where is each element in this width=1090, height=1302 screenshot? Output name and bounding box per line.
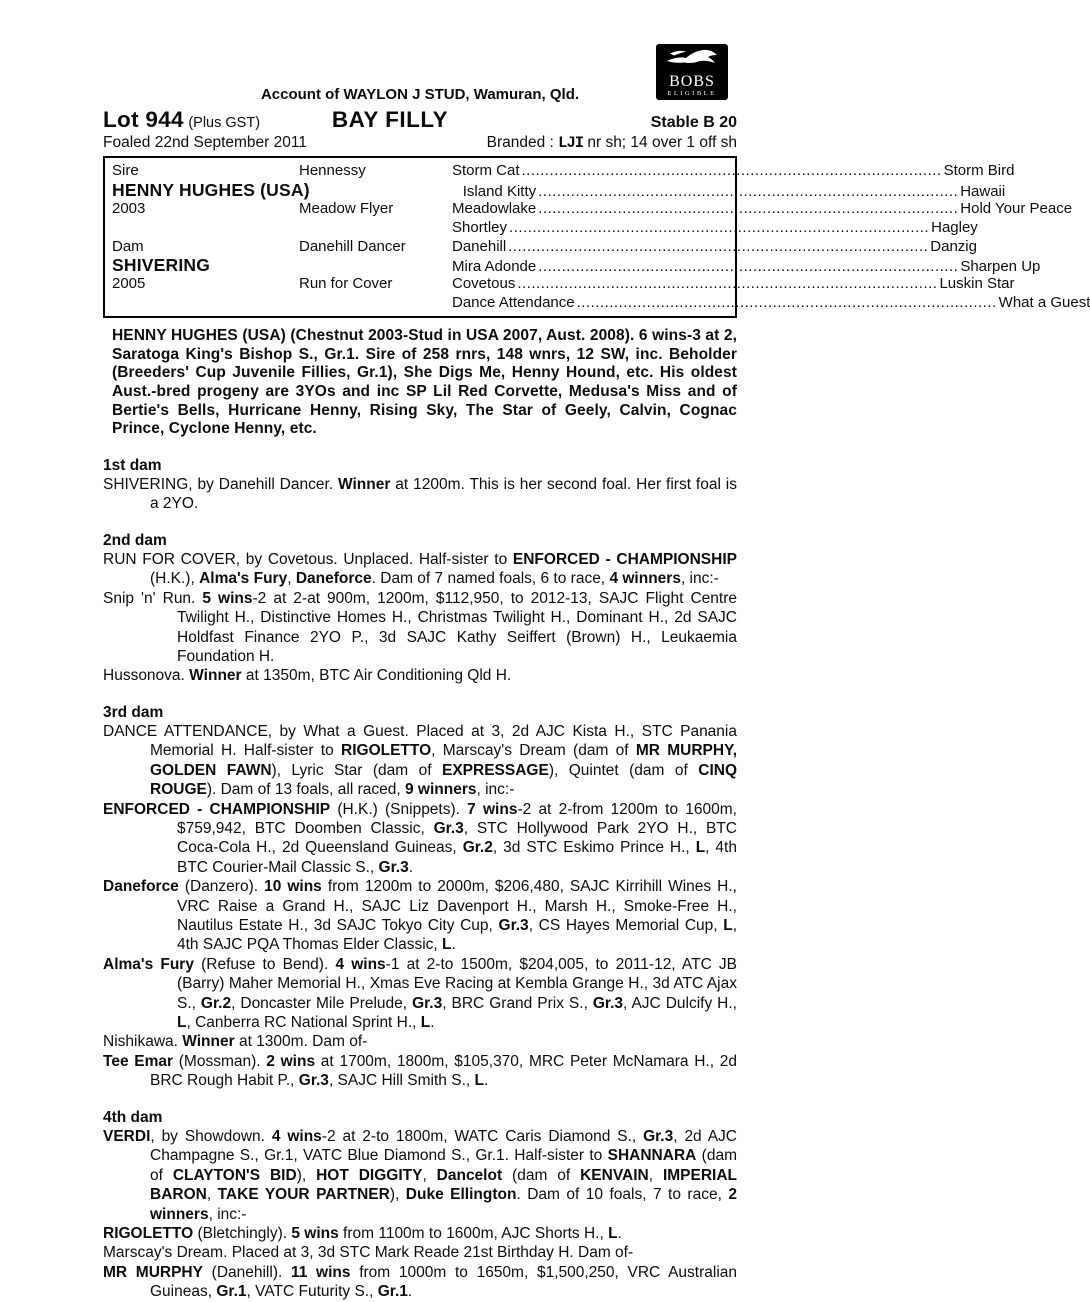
branded-label: Branded :: [486, 134, 559, 151]
bobs-logo-subtitle: ELIGIBLE: [667, 90, 717, 97]
horse-description-title: BAY FILLY: [331, 107, 449, 132]
page-content: [103, 0, 1090, 1302]
dam-entry: RUN FOR COVER, by Covetous. Unplaced. Half-sister to ENFORCED - CHAMPIONSHIP (H.K.), Alma's Fury, Daneforce. Dam of 7 named foals, 6 to race, 4 winners, inc:-: [103, 550, 737, 588]
great-grandparents: [452, 294, 1090, 313]
dam-of-sire: Meadow Flyer: [299, 199, 394, 217]
progeny-entry: RIGOLETTO (Bletchingly). 5 wins from 1100m to 1600m, AJC Shorts H., L.: [103, 1224, 622, 1242]
ancestor-sire: Hagley: [931, 218, 978, 236]
section-3rd-dam: [103, 703, 737, 1091]
ancestor-name: Island Kitty: [462, 182, 537, 200]
progeny-entry: Marscay's Dream. Placed at 3, 3d STC Mark Reade 21st Birthday H. Dam of-: [103, 1244, 634, 1262]
dam-year: 2005: [112, 275, 146, 293]
progeny-entry: Daneforce (Danzero). 10 wins from 1200m to 2000m, $206,480, SAJC Kirrihill Wines H., VRC Raise a Grand H., SAJC Liz Davenport H., Marsh H., Smoke-Free H., Nautilus Estate H., 3d SAJC Tokyo City Cup, Gr.3, CS Hayes Memorial Cup, L, 4th SAJC PQA Thomas Elder Classic, L.: [103, 878, 737, 954]
stable-number: Stable B 20: [650, 114, 737, 131]
ancestor-sire: What a Guest: [998, 294, 1090, 312]
lot-number: Lot 944: [103, 107, 184, 132]
ancestor-name: Dance Attendance: [452, 294, 575, 312]
great-grandparents: [452, 218, 978, 238]
pedigree-row: [112, 179, 1006, 200]
sire-label: Sire: [112, 162, 139, 179]
section-heading: 3rd dam: [103, 703, 164, 721]
brand-code: LJI: [558, 134, 584, 152]
great-grandparents: [452, 237, 977, 257]
brand-details: [487, 133, 737, 154]
bobs-logo-title: BOBS: [669, 73, 715, 90]
dam-label: Dam: [112, 237, 144, 255]
sire-summary-paragraph: HENNY HUGHES (USA) (Chestnut 2003-Stud in USA 2007, Aust. 2008). 6 wins-3 at 2, Saratoga King's Bishop S., Gr.1. Sire of 258 rnrs, 148 wnrs, 12 SW, inc. Beholder (Breeders' Cup Juvenile Fillies, Gr.1), She Digs Me, Henny Hound, etc. His oldest Aust.-bred progeny are 3YOs and inc SP Lil Red Corvette, Medusa's Miss and of Bertie's Bells, Hurricane Henny, Rising Sky, The Star of Geely, Calvin, Cognac Prince, Cyclone Henny, etc.: [112, 327, 737, 438]
pedigree-row: [112, 162, 1015, 181]
section-4th-dam: [103, 1108, 737, 1302]
dot-leader: [508, 238, 928, 257]
great-grandparents: [452, 199, 1073, 219]
ancestor-name: Meadowlake: [452, 199, 537, 217]
dot-leader: [522, 162, 942, 181]
sire-year: 2003: [112, 199, 146, 217]
section-heading: 4th dam: [103, 1108, 163, 1126]
progeny-entry: MR MURPHY (Danehill). 11 wins from 1000m to 1650m, $1,500,250, VRC Australian Guineas, Gr.1, VATC Futurity S., Gr.1.: [103, 1263, 738, 1301]
ancestor-name: Shortley: [452, 218, 508, 236]
progeny-entry: Hussonova. Winner at 1350m, BTC Air Conditioning Qld H.: [103, 667, 512, 685]
ancestor-sire: Sharpen Up: [960, 258, 1041, 276]
branded-rest: nr sh; 14 over 1 off sh: [583, 134, 737, 151]
account-line: Account of WAYLON J STUD, Wamuran, Qld.: [260, 86, 580, 103]
lot-row: [103, 107, 737, 133]
dot-leader: [577, 294, 997, 313]
progeny-entry: Snip 'n' Run. 5 wins-2 at 2-at 900m, 1200m, $112,950, to 2012-13, SAJC Flight Centre Twilight H., Distinctive Homes H., Christmas Twilight H., Dominant H., 2d SAJC Holdfast Finance 2YO P., 3d SAJC Kathy Seiffert (Brown) H., Leukaemia Foundation H.: [103, 589, 737, 665]
progeny-entry: Alma's Fury (Refuse to Bend). 4 wins-1 at 2-to 1500m, $204,005, to 2011-12, ATC JB (Barry) Maher Memorial H., Xmas Eve Racing at Kembla Grange H., 3d ATC Ajax S., Gr.2, Doncaster Mile Prelude, Gr.3, BRC Grand Prix S., Gr.3, AJC Dulcify H., L, Canberra RC National Sprint H., L.: [103, 955, 738, 1032]
lot-left: [103, 107, 362, 133]
ancestor-sire: Hold Your Peace: [960, 199, 1073, 217]
pedigree-row: [112, 237, 977, 257]
dot-leader: [517, 275, 937, 294]
ancestor-sire: Storm Bird: [943, 162, 1015, 179]
foaled-row: [103, 133, 737, 154]
ancestor-sire: Danzig: [930, 237, 977, 255]
sire-of-dam: Danehill Dancer: [299, 237, 406, 255]
dot-leader: [509, 219, 929, 238]
dam-of-dam: Run for Cover: [299, 275, 393, 293]
ancestor-sire: Hawaii: [960, 182, 1006, 200]
ancestor-name: Danehill: [452, 237, 507, 255]
dam-name: SHIVERING: [112, 255, 211, 276]
great-grandparents: [452, 275, 1015, 294]
pedigree-row: [112, 294, 1090, 313]
progeny-entry: ENFORCED - CHAMPIONSHIP (H.K.) (Snippets). 7 wins-2 at 2-from 1200m to 1600m, $759,942, BTC Doomben Classic, Gr.3, STC Hollywood Park 2YO H., BTC Coca-Cola H., 2d Queensland Guineas, Gr.2, 3d STC Eskimo Prince H., L, 4th BTC Courier-Mail Classic S., Gr.3.: [103, 800, 737, 876]
section-2nd-dam: [103, 531, 737, 686]
pedigree-row: [112, 275, 1015, 294]
section-1st-dam: [103, 456, 737, 514]
gst-note: (Plus GST): [188, 115, 261, 131]
progeny-entry: Tee Emar (Mossman). 2 wins at 1700m, 1800m, $105,370, MRC Peter McNamara H., 2d BRC Rough Habit P., Gr.3, SAJC Hill Smith S., L.: [103, 1052, 737, 1090]
section-heading: 2nd dam: [103, 531, 167, 549]
section-heading: 1st dam: [103, 456, 162, 474]
pedigree-row: [112, 199, 1073, 219]
ancestor-name: Mira Adonde: [452, 258, 537, 276]
progeny-entry: Nishikawa. Winner at 1300m. Dam of-: [103, 1033, 368, 1051]
foaled-date: Foaled 22nd September 2011: [103, 134, 307, 151]
sire-of-sire: Hennessy: [299, 162, 366, 179]
sire-name: HENNY HUGHES (USA): [112, 179, 310, 200]
dam-entry: SHIVERING, by Danehill Dancer. Winner at 1200m. This is her second foal. Her first foal is a 2YO.: [103, 475, 737, 513]
ancestor-name: Storm Cat: [452, 162, 520, 179]
dam-entry: VERDI, by Showdown. 4 wins-2 at 2-to 1800m, WATC Caris Diamond S., Gr.3, 2d AJC Champagne S., Gr.1, VATC Blue Diamond S., Gr.1. Half-sister to SHANNARA (dam of CLAYTON'S BID), HOT DIGGITY, Dancelot (dam of KENVAIN, IMPERIAL BARON, TAKE YOUR PARTNER), Duke Ellington. Dam of 10 foals, 7 to race, 2 winners, inc:-: [103, 1127, 737, 1223]
pedigree-row: [112, 218, 978, 238]
dam-entry: DANCE ATTENDANCE, by What a Guest. Placed at 3, 2d AJC Kista H., STC Panania Memorial H. Half-sister to RIGOLETTO, Marscay's Dream (dam of MR MURPHY, GOLDEN FAWN), Lyric Star (dam of EXPRESSAGE), Quintet (dam of CINQ ROUGE). Dam of 13 foals, all raced, 9 winners, inc:-: [103, 722, 737, 799]
great-grandparents: [452, 162, 1015, 181]
pedigree-row: [112, 255, 1041, 276]
ancestor-sire: Luskin Star: [939, 275, 1015, 293]
pedigree-table: [103, 156, 1090, 318]
dot-leader: [538, 200, 958, 219]
ancestor-name: Covetous: [452, 275, 516, 293]
